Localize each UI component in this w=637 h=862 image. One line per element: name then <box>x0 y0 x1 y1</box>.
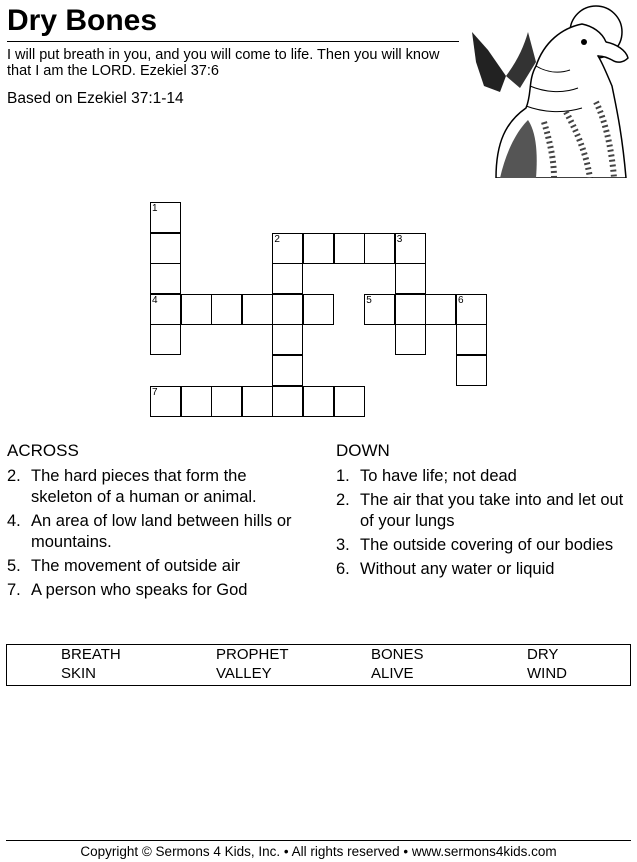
crossword-cell[interactable] <box>395 263 426 294</box>
crossword-cell[interactable] <box>181 294 212 325</box>
crossword-cell[interactable] <box>150 386 181 417</box>
clue-number: 3 <box>396 233 403 245</box>
down-clue: 1. To have life; not dead <box>336 467 517 485</box>
word-bank-item: DRY <box>527 646 559 663</box>
crossword-cell[interactable] <box>272 355 303 386</box>
crossword-cell[interactable] <box>395 324 426 355</box>
crossword-cell[interactable] <box>181 386 212 417</box>
crossword-cell[interactable] <box>303 233 334 264</box>
across-heading: ACROSS <box>7 441 79 460</box>
crossword-cell[interactable] <box>150 202 181 233</box>
word-bank-item: BONES <box>371 646 424 663</box>
footer-divider <box>6 840 631 841</box>
word-bank-item: VALLEY <box>216 665 272 682</box>
crossword-cell[interactable] <box>395 233 426 264</box>
crossword-cell[interactable] <box>272 263 303 294</box>
crossword-cell[interactable] <box>303 294 334 325</box>
crossword-cell[interactable] <box>272 324 303 355</box>
crossword-cell[interactable] <box>242 386 273 417</box>
down-clue: 3. The outside covering of our bodies <box>336 536 614 554</box>
crossword-cell[interactable] <box>150 233 181 264</box>
page-title: Dry Bones <box>7 4 158 37</box>
crossword-cell[interactable] <box>456 355 487 386</box>
eagle-icon <box>466 2 632 178</box>
crossword-cell[interactable] <box>150 324 181 355</box>
crossword-cell[interactable] <box>150 294 181 325</box>
word-bank-item: PROPHET <box>216 646 289 663</box>
word-bank-item: BREATH <box>61 646 121 663</box>
down-heading: DOWN <box>336 441 390 460</box>
based-on-reference: Based on Ezekiel 37:1-14 <box>7 90 184 107</box>
word-bank-item: SKIN <box>61 665 97 682</box>
word-bank-item: ALIVE <box>371 665 414 682</box>
word-bank-item: WIND <box>527 665 567 682</box>
scripture-verse: I will put breath in you, and you will come to life. Then you will know that I am the LORD. Ezekiel 37:6 <box>7 47 440 79</box>
crossword-cell[interactable] <box>425 294 456 325</box>
crossword-cell[interactable] <box>211 294 242 325</box>
across-clues <box>7 440 307 604</box>
crossword-cell[interactable] <box>211 386 242 417</box>
clue-number: 5 <box>366 294 372 306</box>
clue-number: 1 <box>152 203 158 214</box>
crossword-cell[interactable] <box>364 294 395 325</box>
clue-number: 2 <box>274 233 280 245</box>
crossword-cell[interactable] <box>242 294 273 325</box>
crossword-cell[interactable] <box>456 294 487 325</box>
down-clues <box>336 440 636 583</box>
crossword-cell[interactable] <box>456 324 487 355</box>
crossword-cell[interactable] <box>150 263 181 294</box>
crossword-cell[interactable] <box>334 386 365 417</box>
crossword-cell[interactable] <box>272 233 303 264</box>
clue-number: 6 <box>458 294 464 306</box>
across-clue: 4. An area of low land between hills or mountains. <box>7 512 292 551</box>
copyright-footer: Copyright © Sermons 4 Kids, Inc. • All rights reserved • www.sermons4kids.com <box>80 844 557 859</box>
across-clue: 5. The movement of outside air <box>7 557 241 575</box>
crossword-cell[interactable] <box>334 233 365 264</box>
crossword-cell[interactable] <box>364 233 395 264</box>
clue-number: 7 <box>152 386 158 398</box>
clue-number: 4 <box>152 294 158 306</box>
crossword-cell[interactable] <box>395 294 426 325</box>
title-divider <box>7 41 459 42</box>
across-clue: 7. A person who speaks for God <box>7 581 248 599</box>
crossword-cell[interactable] <box>272 294 303 325</box>
down-clue: 6. Without any water or liquid <box>336 560 555 578</box>
down-clue: 2. The air that you take into and let out of your lungs <box>336 491 624 530</box>
crossword-cell[interactable] <box>303 386 334 417</box>
crossword-cell[interactable] <box>272 386 303 417</box>
across-clue: 2. The hard pieces that form the skeleton of a human or animal. <box>7 467 257 506</box>
word-bank <box>6 644 631 686</box>
